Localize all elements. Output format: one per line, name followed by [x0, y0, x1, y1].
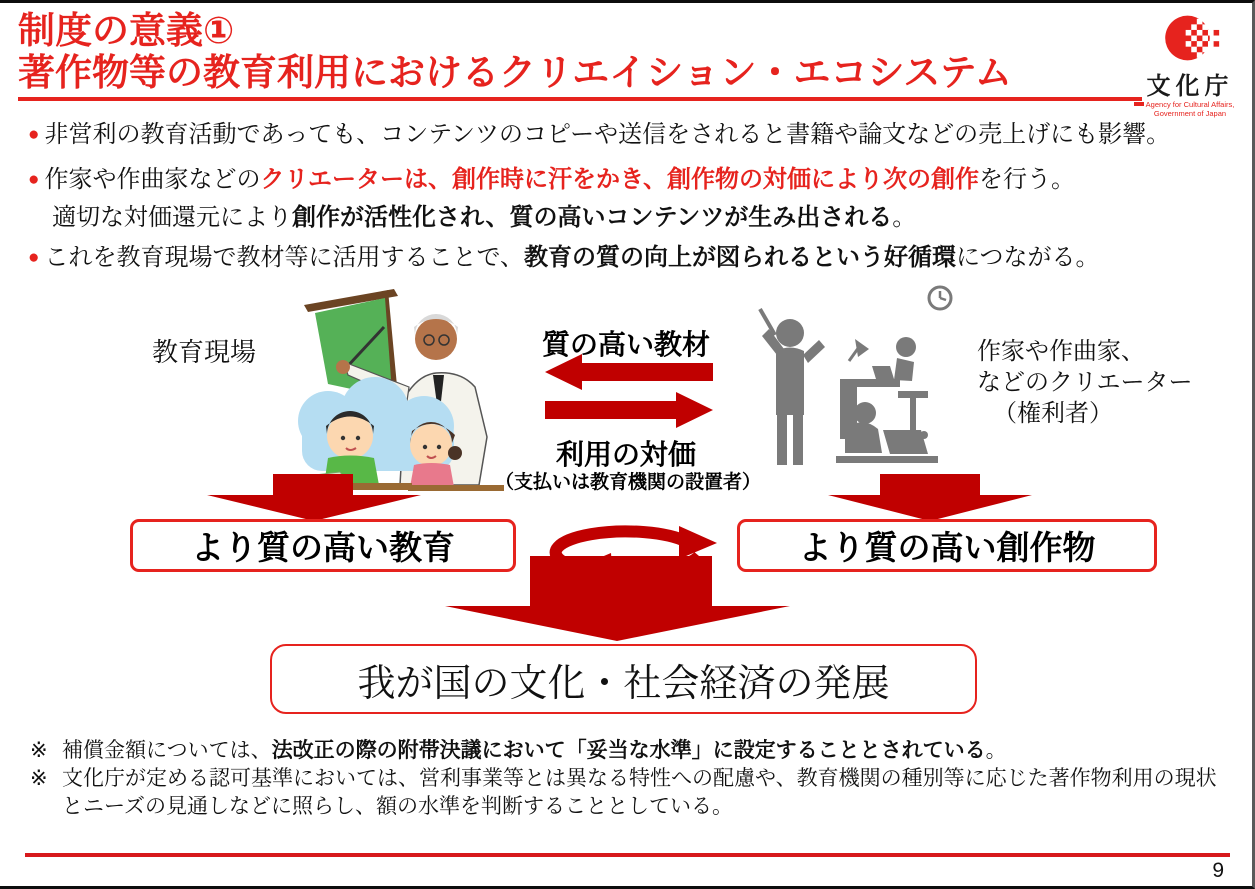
footer-divider [25, 853, 1230, 857]
agency-logo [1136, 7, 1244, 118]
bullet-2-line2: 適切な対価還元により創作が活性化され、質の高いコンテンツが生み出される。 [52, 204, 917, 231]
bullet-dot-icon: ● [28, 124, 40, 145]
note-marker: ※ [30, 739, 48, 762]
better-education-box: より質の高い教育 [130, 519, 516, 572]
creators-illustration [752, 283, 968, 479]
logo-tick [1134, 102, 1144, 106]
down-arrow-left-icon [207, 474, 421, 521]
page-title [18, 10, 1142, 101]
agency-logo-english: Agency for Cultural Affairs, Government of Japan [1136, 100, 1244, 118]
agency-logo-mark-icon [1140, 7, 1240, 69]
better-works-box: より質の高い創作物 [737, 519, 1157, 572]
classroom-illustration [178, 285, 533, 491]
note-2: ※ 文化庁が定める認可基準においては、営利事業等とは異なる特性への配慮や、教育機関の種別等に応じた著作物利用の現状とニーズの見通しなどに照らし、額の水準を判断することとしている。 [30, 765, 1235, 821]
bullet-1: ● 非営利の教育活動であっても、コンテンツのコピーや送信をされると書籍や論文などの売上げにも影響。 [28, 121, 1171, 148]
page-title-line2: 著作物等の教育利用におけるクリエイション・エコシステム [18, 52, 1012, 93]
materials-label: 質の高い教材 [541, 329, 710, 360]
big-down-arrow-icon [445, 556, 790, 641]
down-arrow-right-icon [828, 474, 1032, 521]
note-marker: ※ [30, 767, 48, 790]
payment-note-label: （支払いは教育機関の設置者） [494, 472, 761, 493]
page-title-line1: 制度の意義① [18, 10, 235, 51]
education-site-label: 教育現場 [152, 337, 257, 367]
bullet-2: ● 作家や作曲家などのクリエーターは、創作時に汗をかき、創作物の対価により次の創作を行う。 [28, 166, 1076, 193]
payment-label: 利用の対価 [555, 439, 696, 470]
arrow-right-icon [545, 391, 713, 429]
agency-logo-kanji: 文化庁 [1146, 74, 1234, 100]
bullet-dot-icon: ● [28, 247, 40, 268]
national-development-box: 我が国の文化・社会経済の発展 [270, 644, 977, 714]
arrow-left-icon [545, 353, 713, 391]
creators-label: 作家や作曲家、 などのクリエーター （権利者） [977, 338, 1193, 427]
note-1: ※ 補償金額については、法改正の際の附帯決議において「妥当な水準」に設定することとされている。 [30, 737, 1235, 765]
bullet-dot-icon: ● [28, 169, 40, 190]
page-number: 9 [1212, 859, 1224, 882]
bullet-3: ● これを教育現場で教材等に活用することで、教育の質の向上が図られるという好循環につながる。 [28, 244, 1100, 271]
